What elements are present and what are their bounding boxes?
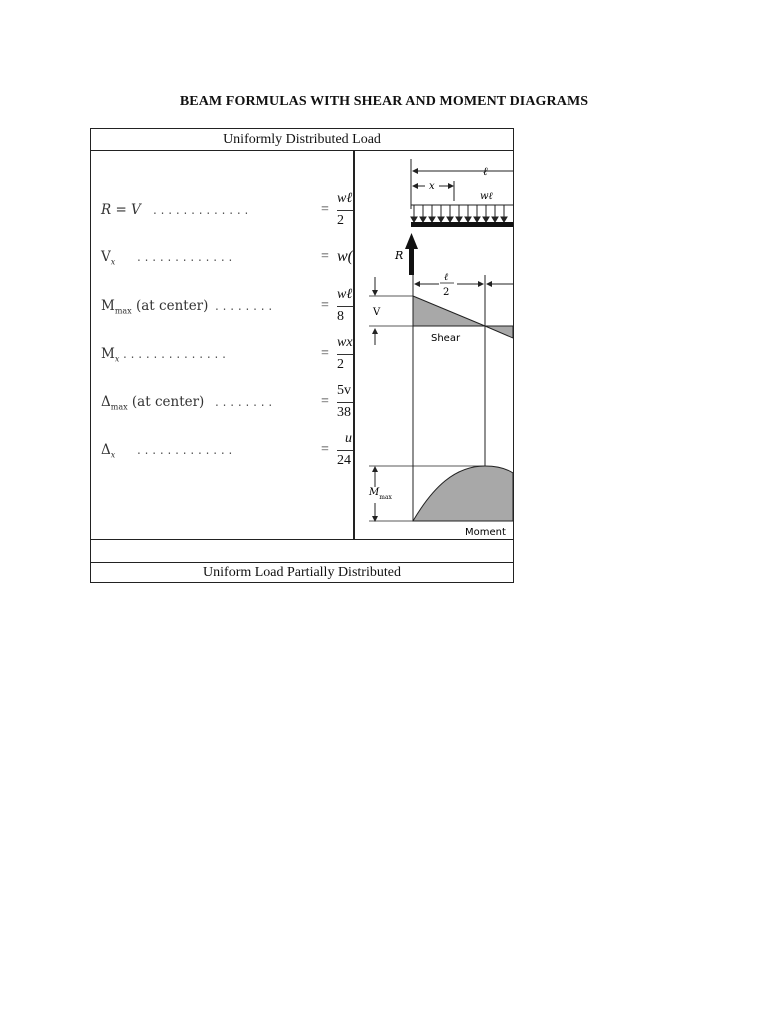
x-dimension	[413, 180, 454, 201]
formula-lhs-sub: max	[110, 402, 128, 412]
formula-lhs: V	[101, 249, 111, 265]
section-header: Uniformly Distributed Load	[91, 129, 513, 151]
beam	[411, 222, 513, 227]
equals-sign: =	[321, 394, 329, 409]
span-label: ℓ	[483, 165, 488, 178]
shear-label: Shear	[431, 333, 461, 344]
formula-expression	[337, 236, 353, 282]
half-span-numerator: ℓ	[444, 272, 449, 283]
leader-dots: . . . . . . . . . . . . . .	[123, 347, 226, 361]
denominator: 8	[337, 309, 344, 324]
equals-sign: =	[321, 249, 329, 264]
blank-row	[91, 539, 513, 563]
formula-lhs-sub: x	[110, 450, 116, 460]
formula-lhs-suffix: (at center)	[127, 394, 205, 410]
formula-lhs: M	[101, 298, 115, 314]
numerator: w(	[337, 248, 353, 265]
formula-fraction	[337, 429, 353, 475]
formula-deflection-x	[91, 429, 353, 475]
table-body	[91, 151, 513, 539]
denominator: 24	[337, 453, 351, 468]
formula-lhs: Δ	[101, 394, 111, 410]
formula-lhs: R = V	[101, 202, 141, 218]
moment-label: Moment	[465, 527, 506, 538]
numerator: u	[345, 431, 352, 446]
leader-dots: . . . . . . . .	[215, 299, 273, 313]
formula-fraction	[337, 381, 353, 427]
beam-diagram-svg	[355, 151, 513, 539]
half-span-dimension	[415, 271, 513, 299]
equals-sign: =	[321, 346, 329, 361]
formula-shear-x	[91, 236, 353, 282]
moment-axis-main: M	[369, 487, 380, 498]
formula-lhs-sub: x	[114, 354, 120, 364]
page-title: BEAM FORMULAS WITH SHEAR AND MOMENT DIAGRAMS	[179, 94, 589, 109]
numerator: wx	[337, 335, 353, 350]
leader-dots: . . . . . . . . . . . . .	[153, 203, 249, 217]
half-span-denominator: 2	[443, 287, 450, 298]
fraction-bar	[337, 210, 353, 211]
section-footer: Uniform Load Partially Distributed	[203, 565, 401, 580]
beam-diagram	[355, 151, 513, 539]
reaction-arrow	[394, 233, 418, 275]
numerator: wℓ	[337, 191, 353, 206]
formula-fraction	[337, 285, 353, 331]
denominator: 2	[337, 213, 344, 228]
leader-dots: . . . . . . . . . . . . .	[137, 250, 233, 264]
denominator: 2	[337, 357, 344, 372]
fraction-bar	[337, 402, 353, 403]
formula-fraction	[337, 189, 353, 235]
moment-diagram	[368, 466, 513, 538]
leader-dots: . . . . . . . . . . . . .	[137, 443, 233, 457]
formula-lhs: Δ	[101, 442, 111, 458]
equals-sign: =	[321, 298, 329, 313]
formula-moment-max	[91, 285, 353, 331]
formula-moment-x	[91, 333, 353, 379]
x-label: x	[429, 181, 435, 192]
shear-axis-label: V	[373, 307, 381, 318]
formula-lhs-sub: max	[114, 306, 132, 316]
distributed-load-arrows	[411, 205, 513, 222]
moment-axis-sub: max	[379, 494, 392, 501]
denominator: 38	[337, 405, 351, 420]
numerator: wℓ	[337, 287, 353, 302]
moment-axis-label	[368, 487, 393, 501]
formula-table	[90, 128, 514, 583]
formula-fraction	[337, 333, 353, 379]
fraction-bar	[337, 450, 353, 451]
fraction-bar	[337, 354, 353, 355]
reaction-label: R	[395, 249, 404, 262]
numerator: 5v	[337, 383, 351, 398]
fraction-bar	[337, 306, 353, 307]
formula-reaction	[91, 189, 353, 235]
formula-deflection-max	[91, 381, 353, 427]
load-label: wℓ	[480, 191, 493, 202]
equals-sign: =	[321, 202, 329, 217]
formula-lhs-suffix: (at center)	[131, 298, 209, 314]
formula-lhs: M	[101, 346, 115, 362]
leader-dots: . . . . . . . .	[215, 395, 273, 409]
formula-lhs-sub: x	[110, 257, 116, 267]
equals-sign: =	[321, 442, 329, 457]
